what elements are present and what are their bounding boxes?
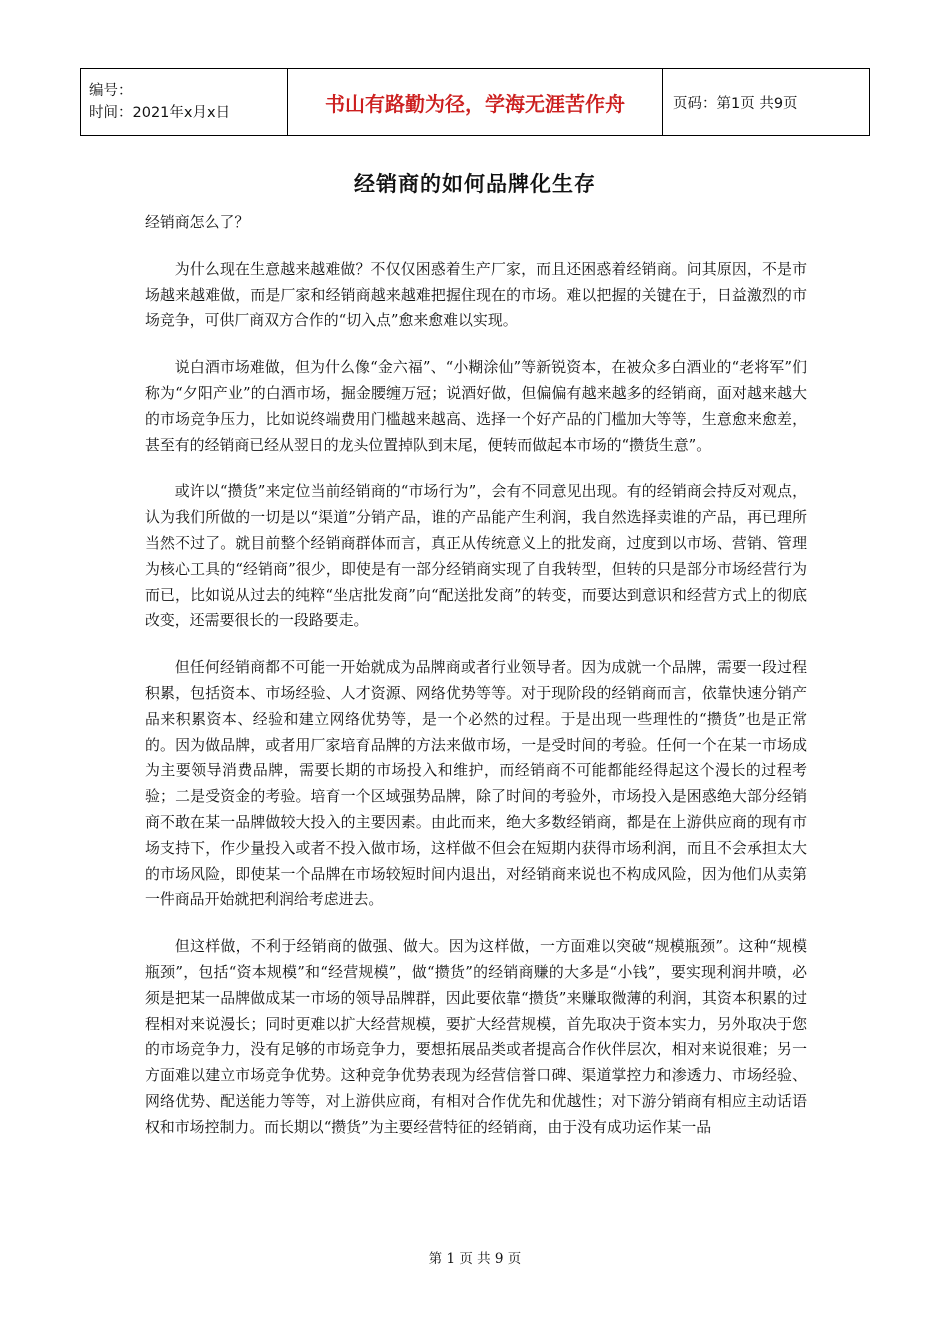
header-page-info: 页码：第1页 共9页 xyxy=(663,69,870,136)
header-info-cell xyxy=(81,69,288,136)
paragraph: 为什么现在生意越来越难做？不仅仅困惑着生产厂家，而且还困惑着经销商。问其原因，不是市场越来越难做，而是厂家和经销商越来越难把握住现在的市场。难以把握的关键在于，日益激烈的市场竞争，可供厂商双方合作的“切入点”愈来愈难以实现。 xyxy=(145,259,807,330)
paragraph: 但任何经销商都不可能一开始就成为品牌商或者行业领导者。因为成就一个品牌，需要一段过程积累，包括资本、市场经验、人才资源、网络优势等等。对于现阶段的经销商而言，依靠快速分销产品来积累资本、经验和建立网络优势等，是一个必然的过程。于是出现一些理性的“攒货”也是正常的。因为做品牌，或者用厂家培育品牌的方法来做市场，一是受时间的考验。任何一个在某一市场成为主要领导消费品牌，需要长期的市场投入和维护，而经销商不可能都能经得起这个漫长的过程考验；二是受资金的考验。培育一个区域强势品牌，除了时间的考验外，市场投入是困惑绝大部分经销商不敢在某一品牌做较大投入的主要因素。由此而来，绝大多数经销商，都是在上游供应商的现有市场支持下，作少量投入或者不投入做市场，这样做不但会在短期内获得市场利润，而且不会承担太大的市场风险，即使某一个品牌在市场较短时间内退出，对经销商来说也不构成风险，因为他们从卖第一件商品开始就把利润给考虑进去。 xyxy=(145,658,807,909)
document-header-table xyxy=(80,68,870,136)
number-label: 编号： xyxy=(89,83,133,99)
page-footer: 第 1 页 共 9 页 xyxy=(428,1251,522,1267)
header-motto: 书山有路勤为径，学海无涯苦作舟 xyxy=(288,69,663,136)
paragraph: 说白酒市场难做，但为什么像“金六福”、“小糊涂仙”等新锐资本，在被众多白酒业的“老将军”们称为“夕阳产业”的白酒市场，掘金腰缠万冠；说酒好做，但偏偏有越来越多的经销商，面对越来越大的市场竞争压力，比如说终端费用门槛越来越高、选择一个好产品的门槛加大等等，生意愈来愈差，甚至有的经销商已经从翌日的龙头位置掉队到末尾，便转而做起本市场的“攒货生意”。 xyxy=(145,358,807,454)
paragraph: 或许以“攒货”来定位当前经销商的“市场行为”，会有不同意见出现。有的经销商会持反对观点，认为我们所做的一切是以“渠道”分销产品，谁的产品能产生利润，我自然选择卖谁的产品，再已理所当然不过了。就目前整个经销商群体而言，真正从传统意义上的批发商，过度到以市场、营销、管理为核心工具的“经销商”很少，即使是有一部分经销商实现了自我转型，但转的只是部分市场经营行为而已，比如说从过去的纯粹“坐店批发商”向“配送批发商”的转变，而要达到意识和经营方式上的彻底改变，还需要很长的一段路要走。 xyxy=(145,482,807,630)
time-label: 时间：2021年x月x日 xyxy=(89,105,231,121)
paragraph: 但这样做，不利于经销商的做强、做大。因为这样做，一方面难以突破“规模瓶颈”。这种“规模瓶颈”，包括“资本规模”和“经营规模”，做“攒货”的经销商赚的大多是“小钱”，要实现利润井喷，必须是把某一品牌做成某一市场的领导品牌群，因此要依靠“攒货”来赚取微薄的利润，其资本积累的过程相对来说漫长；同时更难以扩大经营规模，要扩大经营规模，首先取决于资本实力，另外取决于您的市场竞争力，没有足够的市场竞争力，要想拓展品类或者提高合作伙伴层次，相对来说很难；另一方面难以建立市场竞争优势。这种竞争优势表现为经营信誉口碑、渠道掌控力和渗透力、市场经验、网络优势、配送能力等等，对上游供应商，有相对合作优先和优越性；对下游分销商有相应主动话语权和市场控制力。而长期以“攒货”为主要经营特征的经销商，由于没有成功运作某一品 xyxy=(145,937,807,1136)
document-title: 经销商的如何品牌化生存 xyxy=(354,172,596,196)
document-body xyxy=(145,210,807,1162)
subheading: 经销商怎么了？ xyxy=(145,213,250,231)
